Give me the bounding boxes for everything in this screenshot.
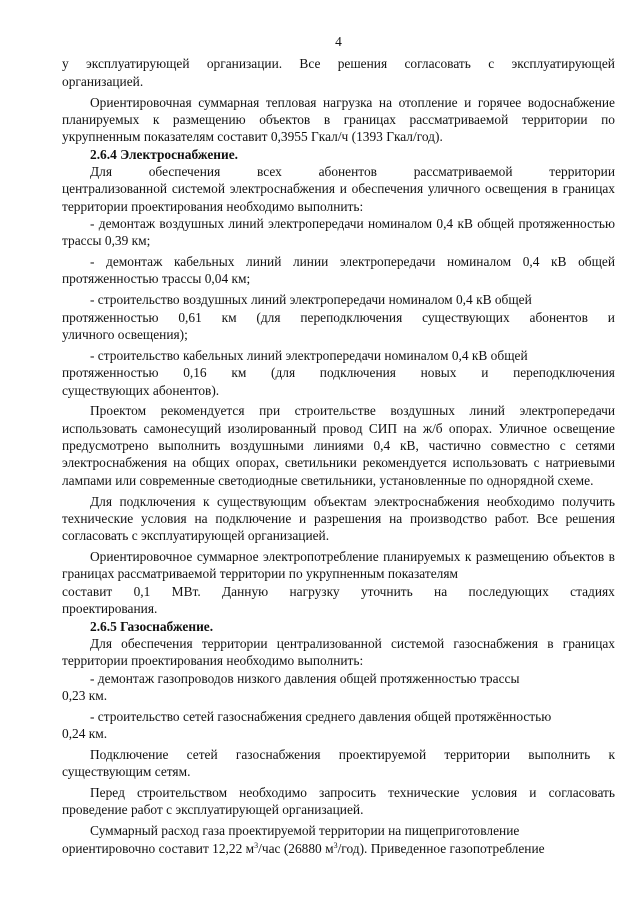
paragraph-electric-intro: централизованной системой электроснабжения и обеспечения уличного освещения в границах территории проектирования необходимо выполнить: (62, 181, 615, 214)
paragraph-electric-consumption: Ориентировочное суммарное электропотребление планируемых к размещению объектов в границах рассматриваемой территории по укрупненным показателям (62, 549, 615, 582)
paragraph-gas-consumption-line1: Суммарный расход газа проектируемой территории на пищеприготовление (90, 823, 520, 839)
electric-item-3-line1: - строительство воздушных линий электропередачи номиналом 0,4 кВ общей (90, 292, 532, 308)
paragraph-gas-conditions: Перед строительством необходимо запросить технические условия и согласовать проведение работ с эксплуатирующей организацией. (62, 785, 615, 818)
electric-item-4-line3: существующих абонентов). (62, 382, 220, 398)
paragraph-gas-intro: Для обеспечения территории централизованной системой газоснабжения в границах территории проектирования необходимо выполнить: (62, 635, 615, 669)
section-heading-gas: 2.6.5 Газоснабжение. (90, 618, 214, 634)
paragraph-electric-intro-line1: Для обеспечения всех абонентов рассматриваемой территории (90, 163, 615, 179)
paragraph-gas-connection: Подключение сетей газоснабжения проектируемой территории выполнить к существующим сетям. (62, 746, 615, 780)
electric-item-4-line1: - строительство кабельных линий электропередачи номиналом 0,4 кВ общей (90, 347, 528, 363)
electric-item-2: - демонтаж кабельных линий линии электропередачи номиналом 0,4 кВ общей протяженностью трассы 0,04 км; (62, 254, 615, 287)
paragraph-gas-consumption-line2: ориентировочно составит 12,22 $м^3$/час (26880 $м^3/год$). Приведенное газопотребление (62, 840, 545, 856)
paragraph-electric-connection: Для подключения к существующим объектам электроснабжения необходимо получить технические условия на подключение и разрешения на производство работ. Все решения согласовать с эксплуатирующей организацией. (62, 493, 615, 544)
electric-item-1: - демонтаж воздушных линий электропередачи номиналом 0,4 кВ общей протяженностью трассы 0,39 км; (62, 215, 615, 249)
gas-item-2-line2: 0,24 км. (62, 726, 108, 742)
page-number: 4 (335, 34, 342, 49)
gas-item-1-line2: 0,23 км. (62, 687, 108, 703)
gas-item-2-line1: - строительство сетей газоснабжения среднего давления общей протяжённостью (90, 708, 552, 724)
paragraph-heat-load: Ориентировочная суммарная тепловая нагрузка на отопление и горячее водоснабжение планируемых к размещению объектов в границах рассматриваемой территории по укрупненным показателям составит 0,3955 Гкал/ч (1393 Гкал/год). (62, 94, 615, 145)
gas-item-1-line1: - демонтаж газопроводов низкого давления общей протяженностью трассы (90, 670, 520, 686)
electric-item-3-line3: уличного освещения); (62, 327, 188, 342)
paragraph-electric-consumption-line3: составит 0,1 МВт. Данную нагрузку уточнить на последующих стадиях (62, 583, 615, 599)
paragraph-electric-consumption-line4: проектирования. (62, 601, 158, 617)
paragraph-continuation-line2: организацией. (62, 73, 144, 89)
electric-item-4-line2: протяженностью 0,16 км (для подключения новых и переподключения (62, 365, 615, 381)
paragraph-continuation-line1: у эксплуатирующей организации. Все решения согласовать с эксплуатирующей (62, 56, 615, 72)
electric-item-3-line2: протяженностью 0,61 км (для переподключения существующих абонентов и (62, 309, 615, 325)
section-heading-electric: 2.6.4 Электроснабжение. (90, 146, 239, 162)
paragraph-sip-recommendation: Проектом рекомендуется при строительстве воздушных линий электропередачи использовать самонесущий изолированный провод СИП на ж/б опорах. Уличное освещение предусмотрено выполнить воздушными линиями 0,4 кВ, частично совместно с сетями электроснабжения на общих опорах, светильники рекомендуется использовать с натриевыми лампами или современные светодиодные светильники, установленные по однорядной схеме. (62, 403, 615, 488)
